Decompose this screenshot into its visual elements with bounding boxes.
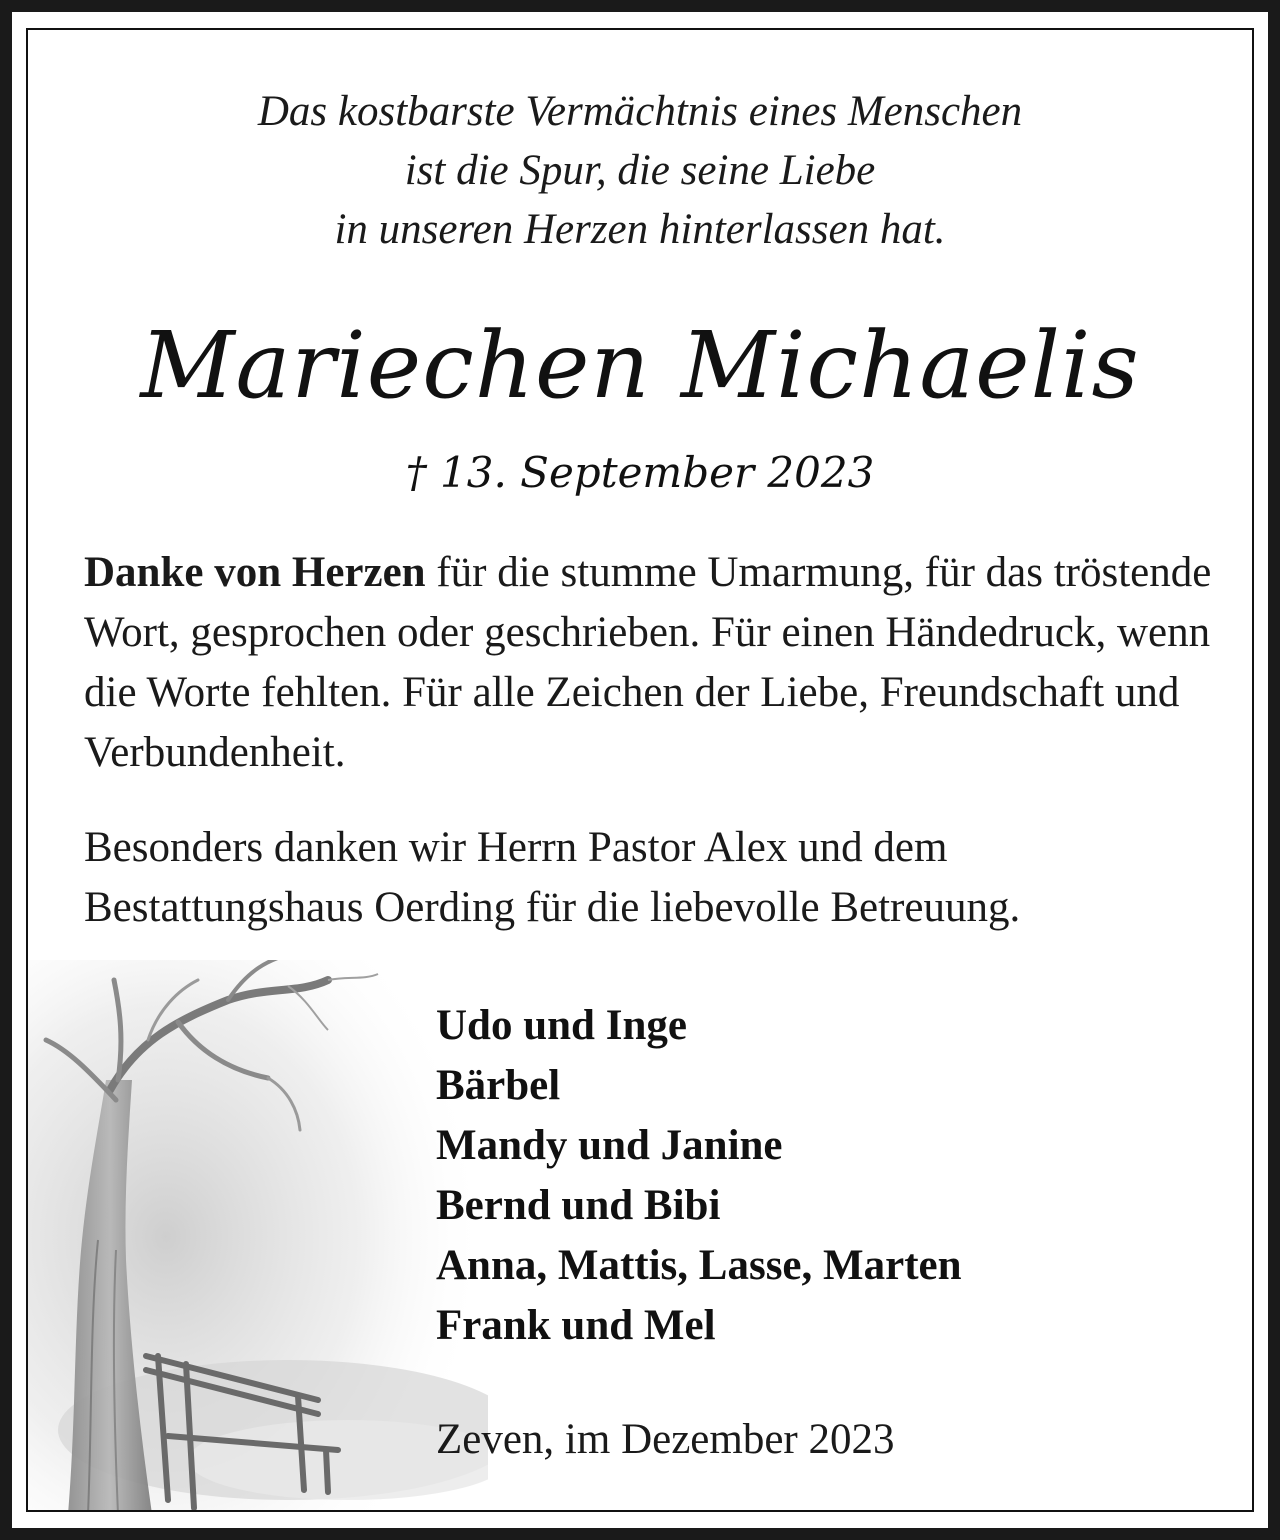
- thanks-text: für die stumme Umarmung, für das tröstende Wort, gesprochen oder geschrieben. Für einen Händedruck, wenn die Worte fehlten. Für alle Zeichen der Liebe, Freundschaft und Verbundenheit.: [84, 549, 1212, 776]
- signer-1: Udo und Inge: [436, 1002, 687, 1049]
- notice-border: [26, 28, 1254, 1512]
- signer-6: Frank und Mel: [436, 1302, 716, 1349]
- signer-2: Bärbel: [436, 1062, 561, 1109]
- thanks-lead: Danke von Herzen: [84, 549, 426, 596]
- place-and-date: Zeven, im Dezember 2023: [436, 1416, 895, 1463]
- motto-line-1: Das kostbarste Vermächtnis eines Menschen: [257, 88, 1023, 135]
- special-thanks-paragraph: Besonders danken wir Herrn Pastor Alex und dem Bestattungshaus Oerding für die liebevolle Betreuung.: [84, 824, 1021, 931]
- deceased-name: Mariechen Michaelis: [140, 312, 1140, 419]
- motto-quote: [28, 82, 1252, 259]
- motto-line-2: ist die Spur, die seine Liebe: [404, 147, 876, 194]
- obituary-notice: [12, 12, 1268, 1528]
- signer-3: Mandy und Janine: [436, 1122, 783, 1169]
- motto-line-3: in unseren Herzen hinterlassen hat.: [334, 206, 946, 253]
- death-date: † 13. September 2023: [405, 448, 875, 497]
- signer-4: Bernd und Bibi: [436, 1182, 721, 1229]
- signers-list: [436, 996, 962, 1356]
- thanks-paragraph: [84, 543, 1214, 783]
- signer-5: Anna, Mattis, Lasse, Marten: [436, 1242, 962, 1289]
- tree-and-bench-illustration: [28, 960, 488, 1512]
